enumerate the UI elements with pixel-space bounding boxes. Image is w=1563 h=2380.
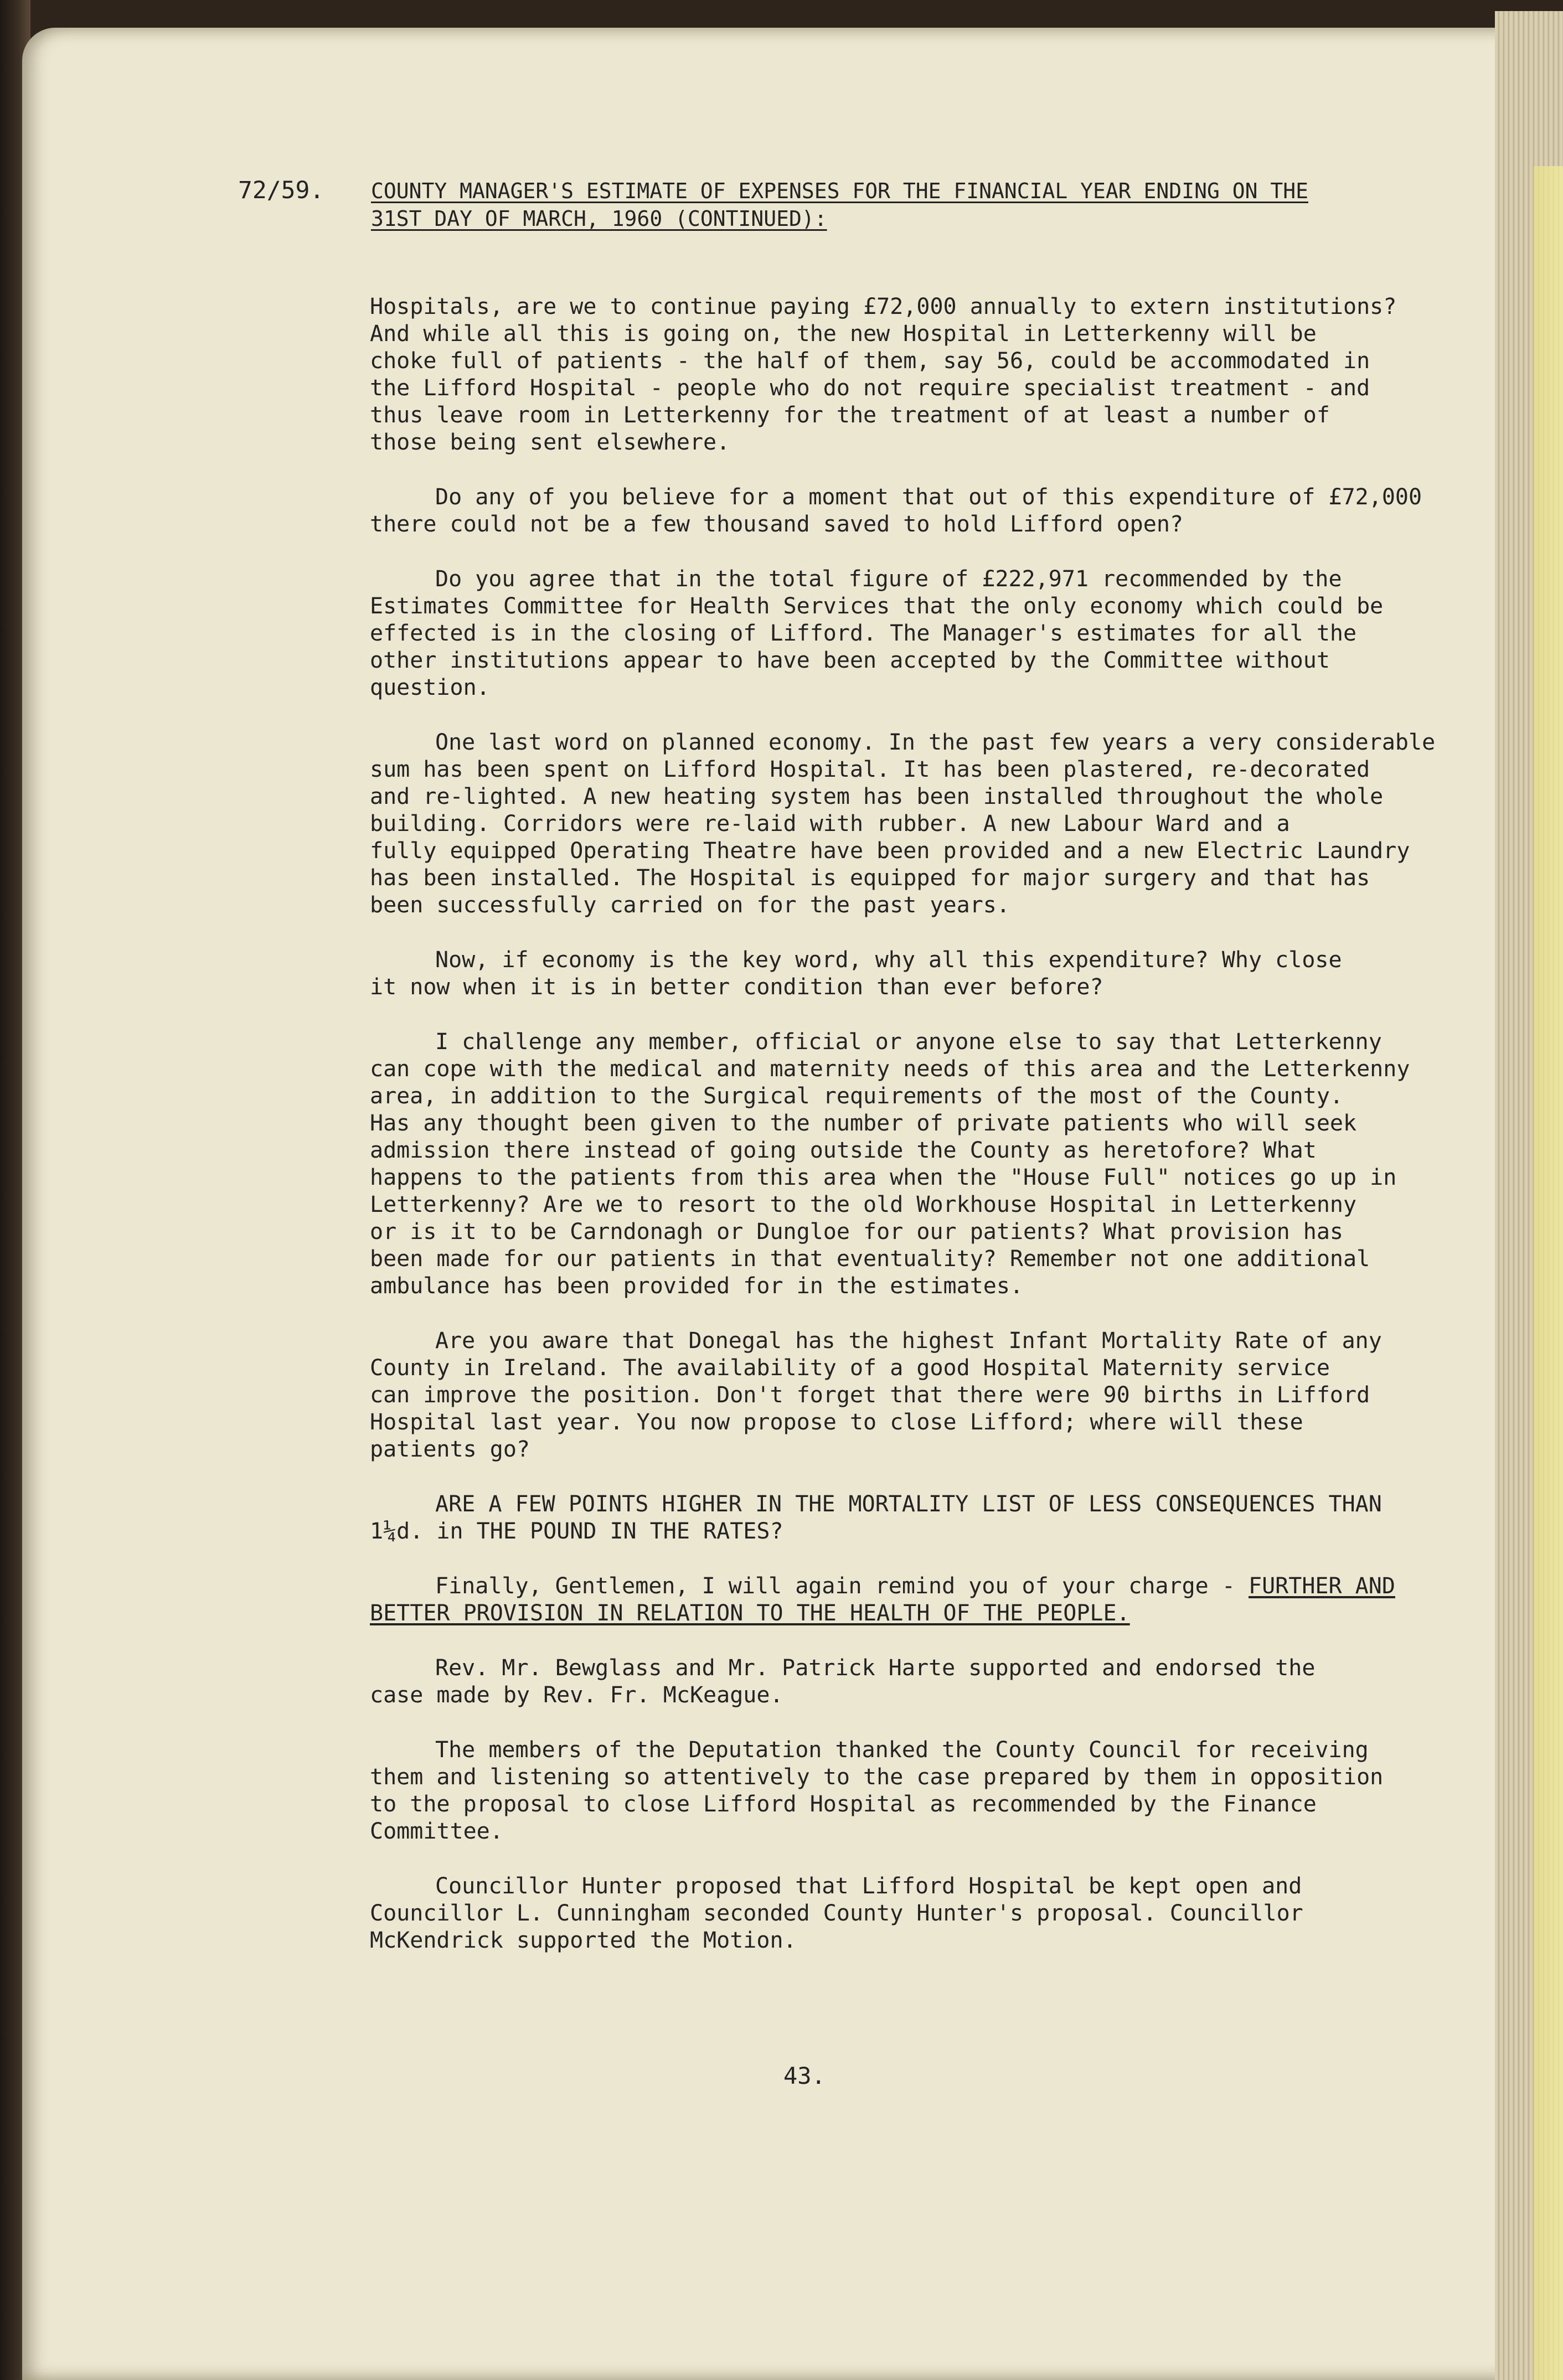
heading-line-1: COUNTY MANAGER'S ESTIMATE OF EXPENSES FOR THE FINANCIAL YEAR ENDING ON THE	[371, 179, 1308, 203]
paragraph-10: The members of the Deputation thanked the County Council for receiving them and listening so attentively to the case prepared by them in opposition to the proposal to close Lifford Hospital as recommended by the Finance Committee.	[370, 1737, 1384, 1844]
page-edge-tint	[1534, 166, 1563, 2380]
paragraph-8: ARE A FEW POINTS HIGHER IN THE MORTALITY LIST OF LESS CONSEQUENCES THAN 1¼d. in THE POUND IN THE RATES?	[370, 1491, 1382, 1544]
section-heading	[371, 177, 1423, 233]
minute-reference: 72/59.	[238, 177, 324, 204]
document-body	[370, 293, 1455, 1982]
finally-emphasis-2: BETTER PROVISION IN RELATION TO THE HEALTH OF THE PEOPLE.	[370, 1601, 1130, 1626]
paragraph-6: I challenge any member, official or anyone else to say that Letterkenny can cope with the medical and maternity needs of this area and the Letterkenny area, in addition to the Surgical requirements of the most of the County. Has any thought been given to the number of private patients who will seek admission there instead of going outside the County as heretofore? What happens to the patients from this area when the "House Full" notices go up in Letterkenny? Are we to resort to the old Workhouse Hospital in Letterkenny or is it to be Carndonagh or Dungloe for our patients? What provision has been made for our patients in that eventuality? Remember not one additional ambulance has been provided for in the estimates.	[370, 1029, 1410, 1299]
paragraph-7: Are you aware that Donegal has the highest Infant Mortality Rate of any County in Ireland. The availability of a good Hospital Maternity service can improve the position. Don't forget that there were 90 births in Lifford Hospital last year. You now propose to close Lifford; where will these patients go?	[370, 1328, 1382, 1462]
paragraph-1: Hospitals, are we to continue paying £72,000 annually to extern institutions? And while all this is going on, the new Hospital in Letterkenny will be choke full of patients - the half of them, say 56, could be accommodated in the Lifford Hospital - people who do not require specialist treatment - and thus leave room in Letterkenny for the treatment of at least a number of those being sent elsewhere.	[370, 294, 1397, 455]
paragraph-9: Rev. Mr. Bewglass and Mr. Patrick Harte supported and endorsed the case made by Rev. Fr. McKeague.	[370, 1655, 1316, 1708]
paragraph-5: Now, if economy is the key word, why all this expenditure? Why close it now when it is in better condition than ever before?	[370, 947, 1342, 1000]
heading-line-2: 31ST DAY OF MARCH, 1960 (CONTINUED):	[371, 206, 827, 231]
page-number: 43.	[783, 2062, 826, 2089]
paragraph-2: Do any of you believe for a moment that out of this expenditure of £72,000 there could not be a few thousand saved to hold Lifford open?	[370, 484, 1422, 537]
paragraph-finally	[370, 1573, 1455, 1627]
paragraph-3: Do you agree that in the total figure of £222,971 recommended by the Estimates Committee for Health Services that the only economy which could be effected is in the closing of Lifford. The Manager's estimates for all the other institutions appear to have been accepted by the Committee without question.	[370, 566, 1384, 700]
paragraph-11: Councillor Hunter proposed that Lifford Hospital be kept open and Councillor L. Cunningham seconded County Hunter's proposal. Councillor McKendrick supported the Motion.	[370, 1873, 1303, 1953]
finally-emphasis-1: FURTHER AND	[1249, 1573, 1395, 1599]
finally-intro: Finally, Gentlemen, I will again remind you of your charge -	[435, 1573, 1249, 1599]
paragraph-4: One last word on planned economy. In the past few years a very considerable sum has been spent on Lifford Hospital. It has been plastered, re-decorated and re-lighted. A new heating system has been installed throughout the whole building. Corridors were re-laid with rubber. A new Labour Ward and a fully equipped Operating Theatre have been provided and a new Electric Laundry has been installed. The Hospital is equipped for major surgery and that has been successfully carried on for the past years.	[370, 730, 1436, 918]
